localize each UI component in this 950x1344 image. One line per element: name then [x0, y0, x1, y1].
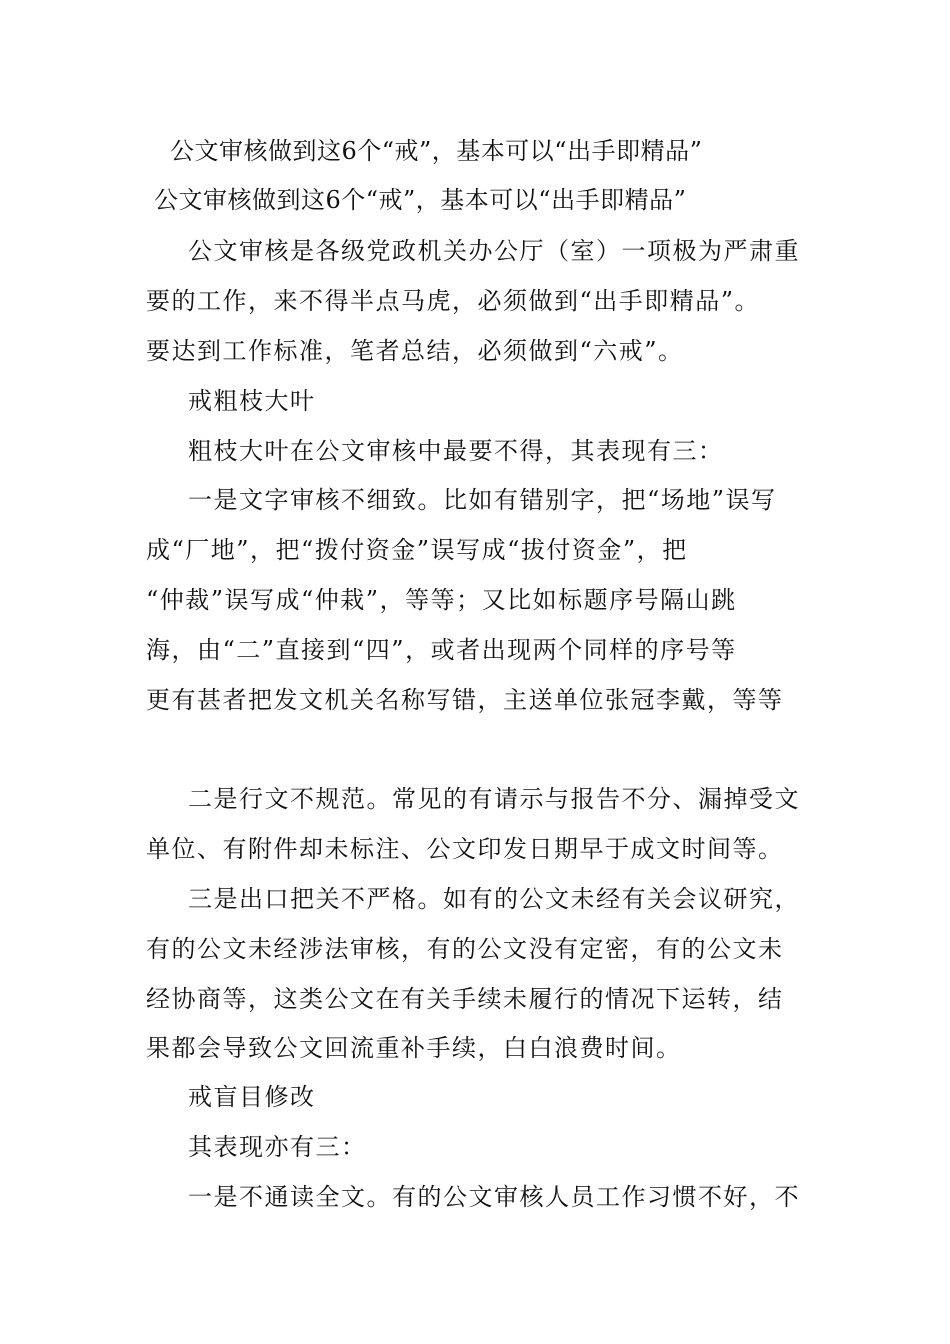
document-title-repeat: 公文审核做到这6个“戒”，基本可以“出手即精品”: [154, 186, 687, 214]
section-heading: 戒盲目修改: [188, 1083, 316, 1111]
paragraph-line: 要的工作，来不得半点马虎，必须做到“出手即精品”。: [146, 287, 761, 315]
paragraph-line: “仲裁”误写成“仲栽”，等等；又比如标题序号隔山跳: [146, 586, 737, 614]
paragraph-line: 海，由“二”直接到“四”，或者出现两个同样的序号等: [146, 636, 737, 664]
paragraph-line: 一是文字审核不细致。比如有错别字，把“场地”误写: [188, 486, 777, 514]
paragraph-line: 更有甚者把发文机关名称写错，主送单位张冠李戴，等等: [146, 686, 784, 714]
paragraph-line: 单位、有附件却未标注、公文印发日期早于成文时间等。: [146, 835, 784, 863]
paragraph-line: 三是出口把关不严格。如有的公文未经有关会议研究，: [188, 885, 800, 913]
paragraph-line: 粗枝大叶在公文审核中最要不得，其表现有三：: [188, 437, 724, 465]
document-title: 公文审核做到这6个“戒”，基本可以“出手即精品”: [170, 137, 703, 165]
paragraph-line: 有的公文未经涉法审核，有的公文没有定密，有的公文未: [146, 935, 784, 963]
paragraph-line: 公文审核是各级党政机关办公厅（室）一项极为严肃重: [188, 237, 800, 265]
paragraph-line: 果都会导致公文回流重补手续，白白浪费时间。: [146, 1034, 682, 1062]
paragraph-line: 要达到工作标准，笔者总结，必须做到“六戒”。: [146, 337, 684, 365]
paragraph-line: 成“厂地”，把“拨付资金”误写成“拔付资金”，把: [146, 536, 688, 564]
paragraph-line: 其表现亦有三：: [188, 1133, 367, 1161]
paragraph-line: 二是行文不规范。常见的有请示与报告不分、漏掉受文: [188, 785, 800, 813]
paragraph-line: 一是不通读全文。有的公文审核人员工作习惯不好，不: [188, 1183, 800, 1211]
paragraph-line: 经协商等，这类公文在有关手续未履行的情况下运转，结: [146, 985, 784, 1013]
section-heading: 戒粗枝大叶: [188, 387, 316, 415]
